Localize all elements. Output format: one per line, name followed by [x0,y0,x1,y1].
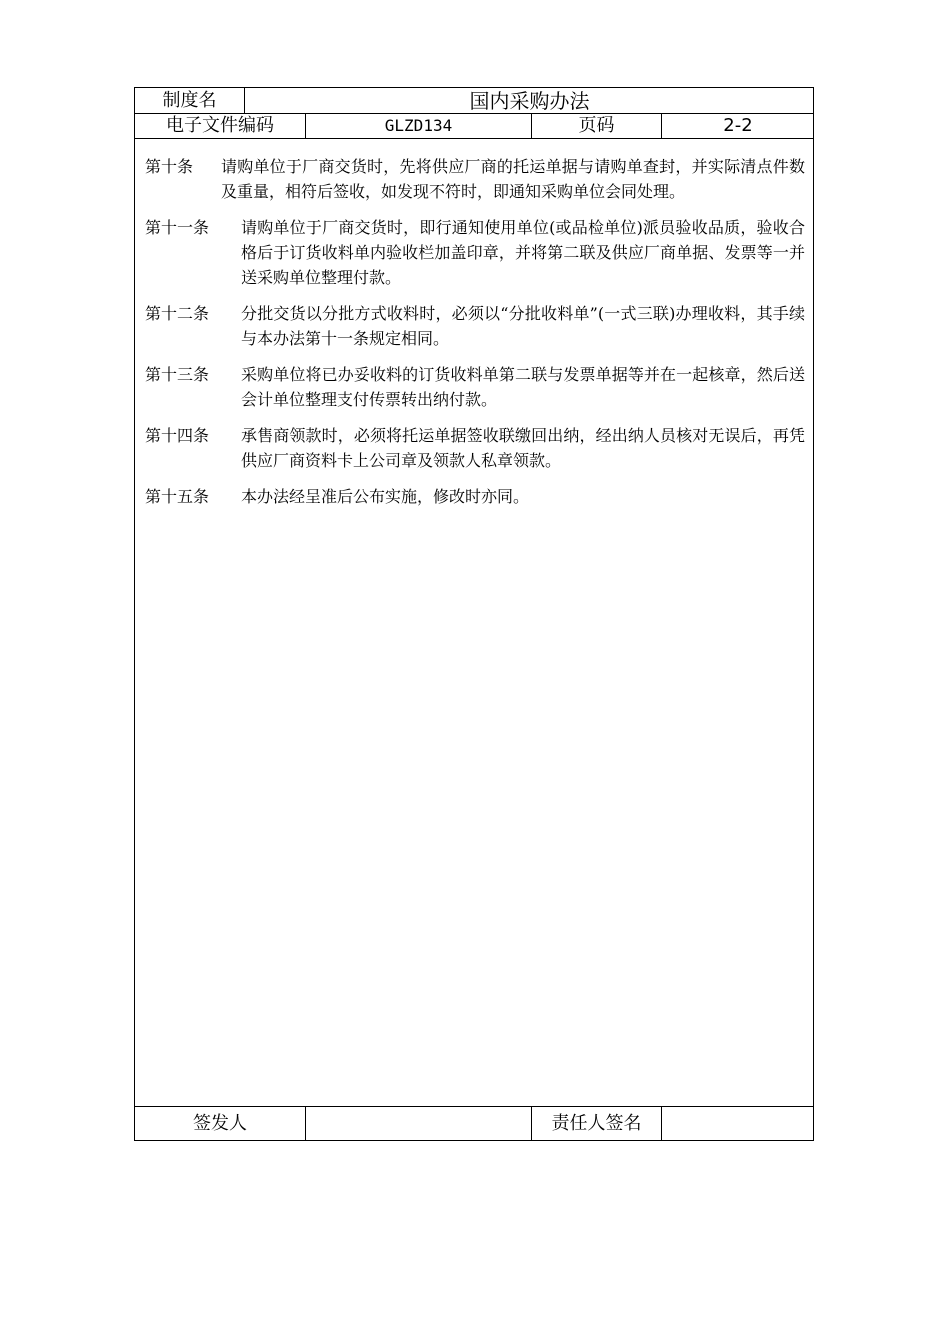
article-14 [145,423,805,473]
article-text: 承售商领款时，必须将托运单据签收联缴回出纳，经出纳人员核对无误后，再凭供应厂商资料卡上公司章及领款人私章领款。 [241,426,805,470]
article-13 [145,362,805,412]
article-text: 本办法经呈准后公布实施，修改时亦同。 [241,487,530,506]
article-text: 请购单位于厂商交货时，即行通知使用单位(或品检单位)派员验收品质，验收合格后于订货收料单内验收栏加盖印章，并将第二联及供应厂商单据、发票等一并送采购单位整理付款。 [241,218,805,287]
page-value: 2-2 [723,115,753,136]
article-text: 请购单位于厂商交货时，先将供应厂商的托运单据与请购单查封，并实际清点件数及重量，相符后签收，如发现不符时，即通知采购单位会同处理。 [221,157,805,201]
responsible-label: 责任人签名 [551,1113,642,1134]
document-title: 国内采购办法 [469,88,590,113]
article-number: 第十条 [145,157,194,176]
article-number: 第十二条 [145,304,210,323]
article-number: 第十五条 [145,487,210,506]
article-number: 第十一条 [145,218,210,237]
article-11 [145,215,805,290]
article-12 [145,301,805,351]
article-text: 采购单位将已办妥收料的订货收料单第二联与发票单据等并在一起核章，然后送会计单位整理支付传票转出纳付款。 [241,365,805,409]
document-body [135,140,813,520]
issuer-label: 签发人 [193,1113,247,1134]
system-name-label: 制度名 [162,89,217,111]
row-divider [135,138,813,139]
file-code-value: GLZD134 [384,116,453,135]
page-label: 页码 [578,115,615,136]
article-text: 分批交货以分批方式收料时，必须以“分批收料单”(一式三联)办理收料，其手续与本办法第十一条规定相同。 [241,304,805,348]
article-10 [145,154,805,204]
article-number: 第十三条 [145,365,210,384]
article-15 [145,484,805,509]
file-code-label: 电子文件编码 [166,115,274,136]
regulation-form [134,87,814,1141]
article-number: 第十四条 [145,426,210,445]
issuer-signature-field[interactable] [306,1107,531,1141]
responsible-signature-field[interactable] [662,1107,814,1141]
